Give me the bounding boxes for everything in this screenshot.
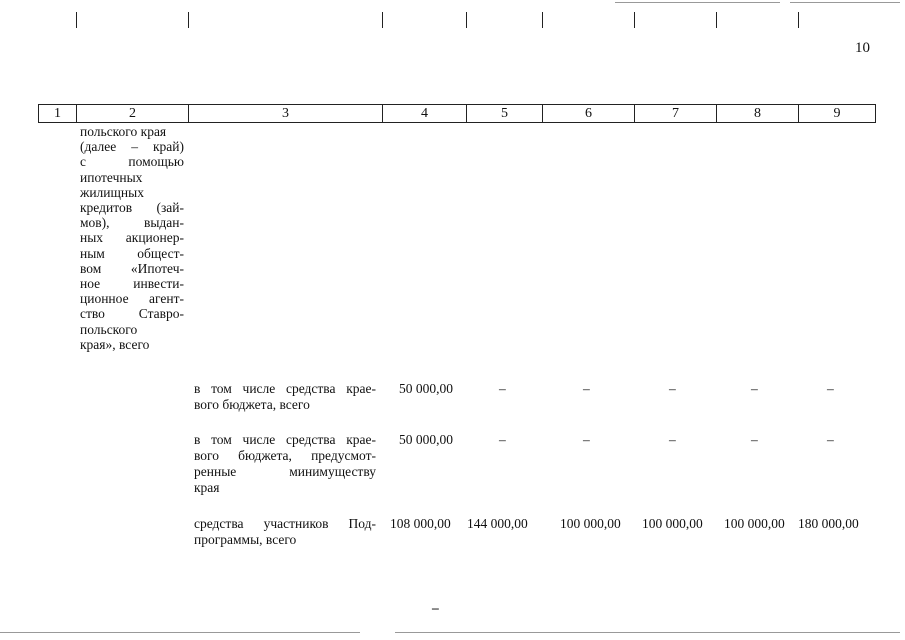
row-1-line: вого бюджета, всего [194,397,310,412]
column-tick-8 [798,12,799,28]
header-cell-9: 9 [833,106,841,121]
row-1-description [194,381,376,413]
header-cell-8: 8 [717,105,799,122]
row-3-col7-value: 100 000,00 [642,516,703,531]
col2-line: края», всего [80,336,150,352]
header-cell-2: 2 [77,105,189,122]
row-3-col5-value: 144 000,00 [467,516,528,531]
col2-line: жилищных [80,184,144,200]
row-3-col4-value: 108 000,00 [390,516,451,531]
row-2-col7-value: – [669,432,676,447]
row-3-line: средства участников Под- [194,516,376,531]
column-tick-7 [716,12,717,28]
header-cell-5: 5 [467,105,543,122]
header-cell-4: 4 [383,105,467,122]
scan-line-top-2 [790,2,900,3]
col2-line: ное инвести- [80,276,184,292]
column-tick-5 [542,12,543,28]
col2-line: ных акционер- [80,230,184,246]
col2-line: ционное агент- [80,291,184,307]
row-2-col4-value: 50 000,00 [399,432,453,447]
page-number: 10 [855,40,870,56]
row-1-col4-value: 50 000,00 [399,381,453,396]
row-2-line: края [194,480,220,495]
column-tick-3 [382,12,383,28]
col2-line: с помощью [80,154,184,170]
col2-line: ипотечных [80,169,143,185]
header-cell-7: 7 [635,105,717,122]
col2-line: мов), выдан- [80,215,184,231]
footer-dash: – [432,600,439,615]
header-cell-1: 1 [39,105,77,122]
header-cell-3: 3 [189,105,383,122]
col2-line: кредитов (зай- [80,200,184,216]
row-2-description [194,432,376,496]
row-2-line: в том числе средства крае- [194,432,376,447]
row-1-col9-value: – [827,381,834,396]
row-1-col6-value: – [583,381,590,396]
column-tick-6 [634,12,635,28]
column-tick-2 [188,12,189,28]
row-2-line: вого бюджета, предусмот- [194,448,376,463]
row-3-col8-value: 100 000,00 [724,516,785,531]
scan-line-top-1 [615,2,780,3]
scan-line-bottom-2 [395,632,900,633]
row-2-col8-value: – [751,432,758,447]
col2-line: ным общест- [80,245,184,261]
column-2-text [80,124,184,352]
row-1-col7-value: – [669,381,676,396]
row-3-line: программы, всего [194,532,297,547]
row-2-col6-value: – [583,432,590,447]
row-1-line: в том числе средства крае- [194,381,376,396]
col2-line: польского края [80,124,167,139]
row-1-col5-value: – [499,381,506,396]
row-3-description [194,516,376,548]
scan-line-bottom-1 [0,632,360,633]
row-2-col9-value: – [827,432,834,447]
col2-line: (далее – край) [80,139,184,155]
row-2-col5-value: – [499,432,506,447]
column-tick-4 [466,12,467,28]
row-3-col6-value: 100 000,00 [560,516,621,531]
col2-line: ство Ставро- [80,306,184,322]
col2-line: вом «Ипотеч- [80,260,184,276]
column-tick-1 [76,12,77,28]
row-1-col8-value: – [751,381,758,396]
row-3-col9-value: 180 000,00 [798,516,859,531]
row-2-line: ренные минимуществу [194,464,376,479]
col2-line: польского [80,321,138,337]
table-header-row [38,104,876,123]
header-cell-6: 6 [543,105,635,122]
